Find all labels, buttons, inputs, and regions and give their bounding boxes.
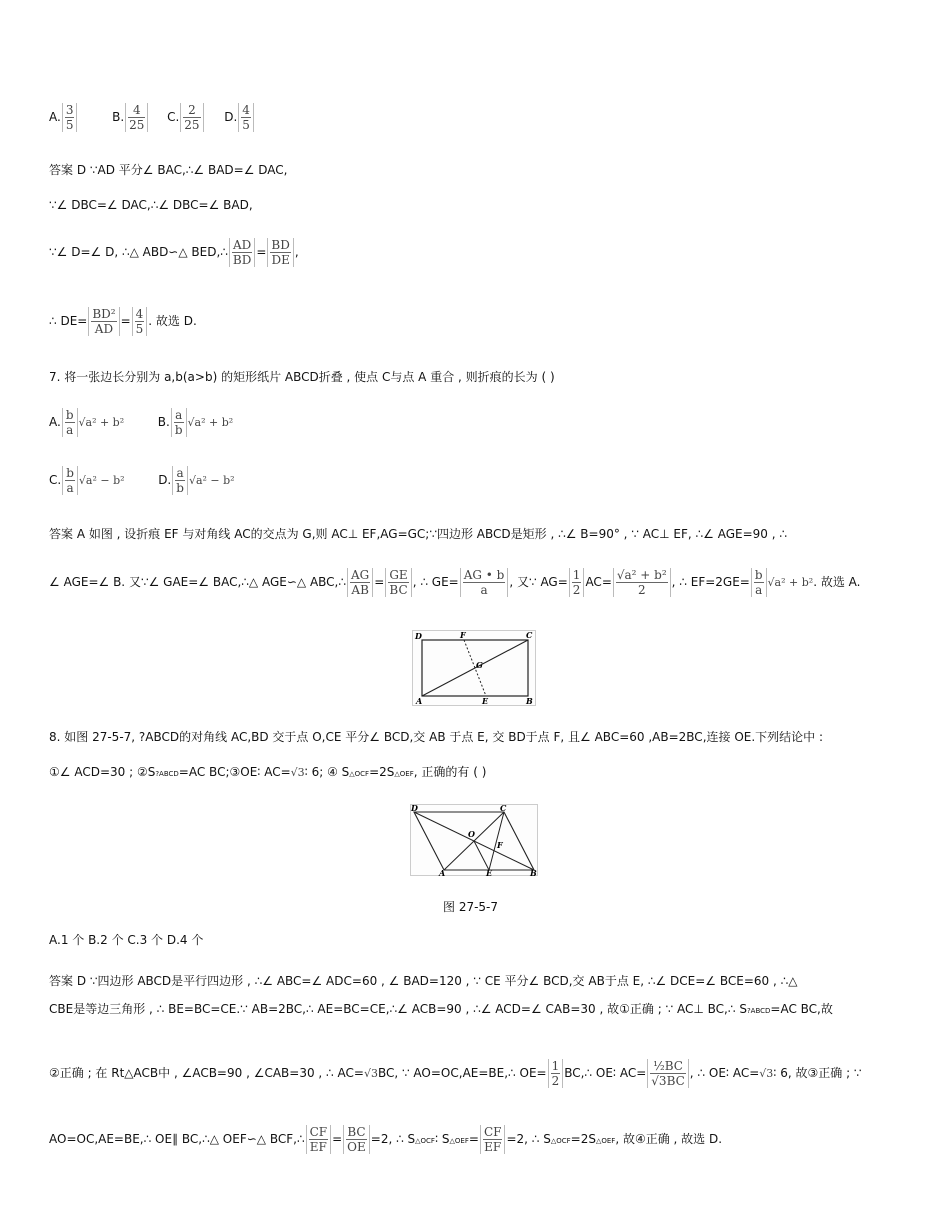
q6-answer-line2: ∵∠ DBC=∠ DAC,∴∠ DBC=∠ BAD, (49, 198, 253, 212)
q6-frac-bd-de: $\frac{BD}{DE}$ (267, 238, 293, 267)
q8-frac-cf-ef: $\frac{CF}{EF}$ (306, 1125, 332, 1154)
q8-label-d: D (411, 804, 418, 813)
q8-answer-sub-abcd: ?ABCD (746, 1007, 771, 1015)
q8-line4-f: =2S (570, 1132, 596, 1146)
q8-answer-line3-text: ②正确 ; 在 Rt△ACB中 , ∠ACB=90 , ∠CAB=30 , ∴ AC= (49, 1066, 364, 1080)
q8-label-c: C (500, 804, 507, 813)
q8-frac-cf-ef-2: $\frac{CF}{EF}$ (480, 1125, 506, 1154)
q6-opt-d-frac: $\frac{4}{5}$ (238, 103, 254, 132)
q7-frac-diag-half: $\frac{\text{√a² + b²}}{2}$ (613, 568, 671, 597)
q7-label-b: B (526, 696, 533, 706)
q8-stem-line1: 8. 如图 27-5-7, ?ABCD的对角线 AC,BD 交于点 O,CE 平分∠ BCD,交 AB 于点 E, 交 BD于点 F, 且∠ ABC=60 ,AB=2BC,连接 OE.下列结论中 : (49, 730, 824, 744)
q7-label-e: E (482, 696, 489, 706)
q8-stem-radical: √3 (290, 766, 305, 779)
q7-opt-b-frac: $\frac{a}{b}$ (171, 408, 187, 437)
q6-answer-line4-text: ∴ DE= (49, 314, 88, 328)
q8-line4-sub2: △OEF (449, 1137, 469, 1145)
q8-label-o: O (468, 829, 475, 839)
q7-label-d: D (415, 631, 422, 641)
q8-answer-line2-post: =AC BC,故 (770, 1002, 833, 1016)
q6-opt-b-frac: $\frac{4}{25}$ (125, 103, 148, 132)
q7-figure-rectangle (412, 630, 536, 706)
q6-frac-4-5: $\frac{4}{5}$ (132, 307, 148, 336)
q8-stem-mid3: =2S (369, 765, 395, 779)
q6-opt-c-frac: $\frac{2}{25}$ (180, 103, 203, 132)
q8-label-b: B (530, 868, 537, 876)
q8-stem-mid2: ∶ 6; ④ S (304, 765, 350, 779)
q8-oe-eq: BC, ∵ AO=OC,AE=BE,∴ OE= (377, 1066, 547, 1080)
q7-label-a: A (416, 696, 423, 706)
q8-line4-b: =2, ∴ S (370, 1132, 416, 1146)
q8-line4-e: =2, ∴ S (506, 1132, 551, 1146)
q8-ratio-text2: , ∴ OE∶ AC= (689, 1066, 760, 1080)
q8-answer-line4 (49, 1120, 722, 1160)
q7-opt-b-label: B. (157, 415, 170, 429)
q8-stem-line2-text: ①∠ ACD=30 ; ②S (49, 765, 156, 779)
q6-options (49, 98, 255, 136)
q7-label-c: C (526, 630, 533, 640)
q8-answer-line2 (49, 1002, 833, 1018)
q7-opt-b-radical: √a² + b² (187, 416, 234, 429)
q7-eq1: = (374, 575, 385, 589)
q7-choose-a: . 故选 A. (813, 575, 861, 589)
q6-answer-line1: 答案 D ∵AD 平分∠ BAC,∴∠ BAD=∠ DAC, (49, 163, 288, 177)
q8-ratio-text: BC,∴ OE∶ AC= (564, 1066, 647, 1080)
q7-opt-c-frac: $\frac{b}{a}$ (62, 466, 78, 495)
q8-answer-line4-text: AO=OC,AE=BE,∴ OE∥ BC,∴△ OEF∽△ BCF,∴ (49, 1132, 305, 1146)
q7-answer-line2 (49, 562, 860, 603)
q6-frac-ad-bd: $\frac{AD}{BD}$ (229, 238, 255, 267)
q7-options-row1 (49, 403, 233, 442)
q8-radical-3b: √3 (759, 1067, 774, 1080)
q7-label-g: G (476, 660, 483, 670)
q6-opt-d-label: D. (224, 110, 238, 124)
q7-opt-a-frac: $\frac{b}{a}$ (62, 408, 78, 437)
q8-answer-line1: 答案 D ∵四边形 ABCD是平行四边形 , ∴∠ ABC=∠ ADC=60 , ∠ BAD=120 , ∵ CE 平分∠ BCD,交 AB于点 E, ∴∠ DCE=∠ BCE=60 , ∴△ (49, 974, 798, 988)
q7-answer-line2-text: ∠ AGE=∠ B. 又∵∠ GAE=∠ BAC,∴△ AGE∽△ ABC,∴ (49, 575, 347, 589)
q6-eq: = (256, 245, 267, 259)
q7-frac-ge-bc: $\frac{GE}{BC}$ (385, 568, 411, 597)
q8-line4-sub4: △OEF (595, 1137, 616, 1145)
q6-opt-a-label: A. (49, 110, 61, 124)
q8-frac-halfbc-root3bc: $\frac{\text{½BC}}{√3BC}$ (647, 1059, 689, 1088)
q7-frac-b-a: $\frac{b}{a}$ (751, 568, 767, 597)
q6-eq2: = (120, 314, 131, 328)
q8-frac-half: $\frac{1}{2}$ (548, 1059, 564, 1088)
q8-radical-3a: √3 (363, 1067, 378, 1080)
q6-comma: , (294, 245, 299, 259)
q7-answer-line1: 答案 A 如图 , 设折痕 EF 与对角线 AC的交点为 G,则 AC⊥ EF,AG=GC;∵四边形 ABCD是矩形 , ∴∠ B=90° , ∵ AC⊥ EF, ∴∠ AGE=90 , ∴ (49, 527, 787, 541)
q7-opt-a-radical: √a² + b² (78, 416, 125, 429)
q7-opt-c-label: C. (49, 473, 62, 487)
q7-opt-c-radical: √a² − b² (78, 474, 125, 487)
q7-frac-ag-ab: $\frac{AG}{AB}$ (347, 568, 373, 597)
q8-figure-caption: 图 27-5-7 (443, 900, 499, 914)
q8-sub-oef: △OEF (394, 770, 414, 778)
q7-ag-eq: , 又∵ AG= (509, 575, 568, 589)
q8-answer-line2-text: CBE是等边三角形 , ∴ BE=BC=CE.∵ AB=2BC,∴ AE=BC=CE,∴∠ ACB=90 , ∴∠ ACD=∠ CAB=30 , 故①正确 ; ∵ AC⊥ BC,∴ S (49, 1002, 747, 1016)
q8-line4-d: = (468, 1132, 479, 1146)
q8-line4-c: ∶ S (434, 1132, 450, 1146)
q8-frac-bc-oe: $\frac{BC}{OE}$ (343, 1125, 370, 1154)
q6-answer-line4 (49, 302, 197, 340)
q7-opt-a-label: A. (49, 415, 61, 429)
q7-options-row2 (49, 461, 235, 500)
q6-choose-d: . 故选 D. (148, 314, 197, 328)
q7-stem: 7. 将一张边长分别为 a,b(a>b) 的矩形纸片 ABCD折叠 , 使点 C与点 A 重合 , 则折痕的长为 ( ) (49, 370, 555, 384)
q8-eq: = (332, 1132, 343, 1146)
q6-opt-a-frac: $\frac{3}{5}$ (62, 103, 78, 132)
q7-opt-d-frac: $\frac{a}{b}$ (172, 466, 188, 495)
q8-label-e: E (486, 868, 493, 876)
q6-opt-b-label: B. (112, 110, 125, 124)
q7-opt-d-radical: √a² − b² (188, 474, 235, 487)
q8-sub-ocf: △OCF (349, 770, 370, 778)
q7-frac-agb-a: $\frac{AG • b}{a}$ (460, 568, 509, 597)
q8-stem-mid1: =AC BC;③OE∶ AC= (178, 765, 291, 779)
q6-opt-c-label: C. (167, 110, 180, 124)
q8-line4-g: , 故④正确 , 故选 D. (615, 1132, 723, 1146)
q7-result-radical: √a² + b² (767, 576, 814, 589)
q8-line4-sub1: △OCF (415, 1137, 435, 1145)
q7-label-f: F (460, 630, 466, 640)
q7-ef-eq: , ∴ EF=2GE= (671, 575, 750, 589)
q8-label-a: A (439, 868, 446, 876)
q6-answer-line3 (49, 233, 299, 271)
q7-opt-d-label: D. (158, 473, 172, 487)
q7-frac-half: $\frac{1}{2}$ (569, 568, 585, 597)
q7-ac-eq: AC= (585, 575, 612, 589)
q8-label-f: F (497, 840, 503, 850)
q8-line4-sub3: △OCF (550, 1137, 571, 1145)
q7-ge-eq: , ∴ GE= (412, 575, 459, 589)
q8-answer-line3-post: ∶ 6, 故③正确 ; ∵ (773, 1066, 862, 1080)
q8-options: A.1 个 B.2 个 C.3 个 D.4 个 (49, 933, 204, 947)
q8-answer-line3 (49, 1052, 862, 1095)
q6-frac-bd2-ad: $\frac{\text{BD²}}{AD}$ (88, 307, 119, 336)
q8-stem-line2 (49, 765, 486, 781)
q6-answer-line3-text: ∵∠ D=∠ D, ∴△ ABD∽△ BED,∴ (49, 245, 228, 259)
q8-figure-parallelogram (410, 804, 538, 876)
q8-stem-post: , 正确的有 ( ) (413, 765, 487, 779)
q8-sub-abcd: ?ABCD (155, 770, 179, 778)
